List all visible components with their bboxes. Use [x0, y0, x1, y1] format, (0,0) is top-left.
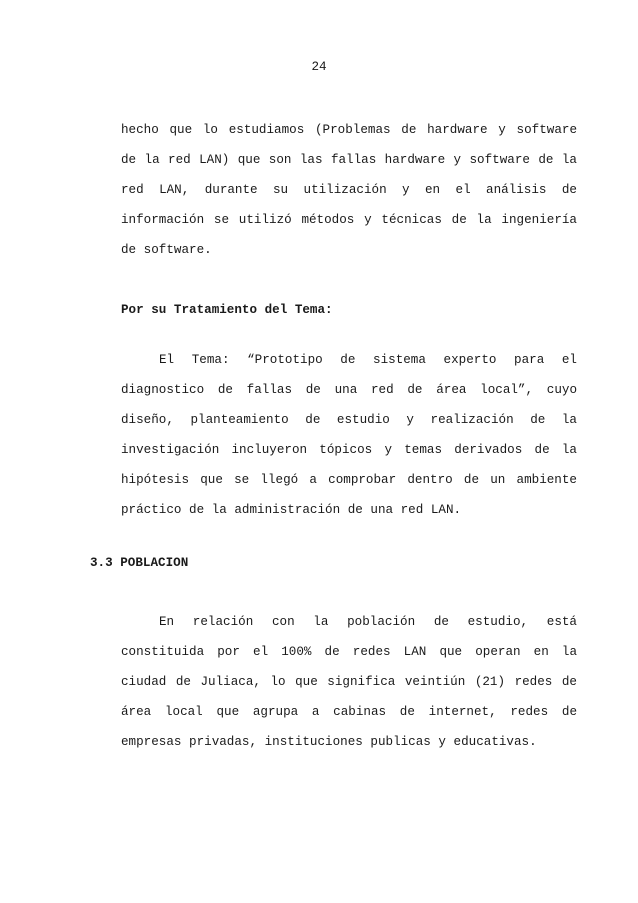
paragraph-line: constituida por el 100% de redes LAN que operan en la: [121, 645, 577, 659]
page-number: 24: [311, 60, 327, 74]
paragraph-line: diagnostico de fallas de una red de área local”, cuyo: [121, 383, 577, 397]
paragraph-line: hipótesis que se llegó a comprobar dentro de un ambiente: [121, 473, 577, 487]
paragraph-line: ciudad de Juliaca, lo que significa veintiún (21) redes de: [121, 675, 577, 689]
paragraph-line: hecho que lo estudiamos (Problemas de hardware y software: [121, 123, 577, 137]
paragraph-line: En relación con la población de estudio, está: [159, 615, 577, 629]
section-number: 3.3: [90, 556, 113, 570]
paragraph-2: [121, 352, 577, 518]
paragraph-line: área local que agrupa a cabinas de internet, redes de: [121, 705, 577, 719]
paragraph-line: práctico de la administración de una red LAN.: [121, 503, 462, 517]
section-heading: [90, 555, 188, 571]
paragraph-line: información se utilizó métodos y técnicas de la ingeniería: [121, 213, 577, 227]
paragraph-line: investigación incluyeron tópicos y temas derivados de la: [121, 443, 577, 457]
subsection-heading-text: Por su Tratamiento del Tema:: [121, 303, 333, 317]
paragraph-line: El Tema: “Prototipo de sistema experto para el: [159, 353, 577, 367]
paragraph-3: [121, 614, 577, 750]
paragraph-1: [121, 122, 577, 258]
paragraph-line: red LAN, durante su utilización y en el análisis de: [121, 183, 577, 197]
paragraph-line: de la red LAN) que son las fallas hardware y software de la: [121, 153, 577, 167]
paragraph-line: de software.: [121, 243, 212, 257]
subsection-heading: [121, 302, 577, 318]
paragraph-line: diseño, planteamiento de estudio y realización de la: [121, 413, 577, 427]
paragraph-line: empresas privadas, instituciones publicas y educativas.: [121, 735, 537, 749]
section-title: POBLACION: [120, 556, 189, 570]
